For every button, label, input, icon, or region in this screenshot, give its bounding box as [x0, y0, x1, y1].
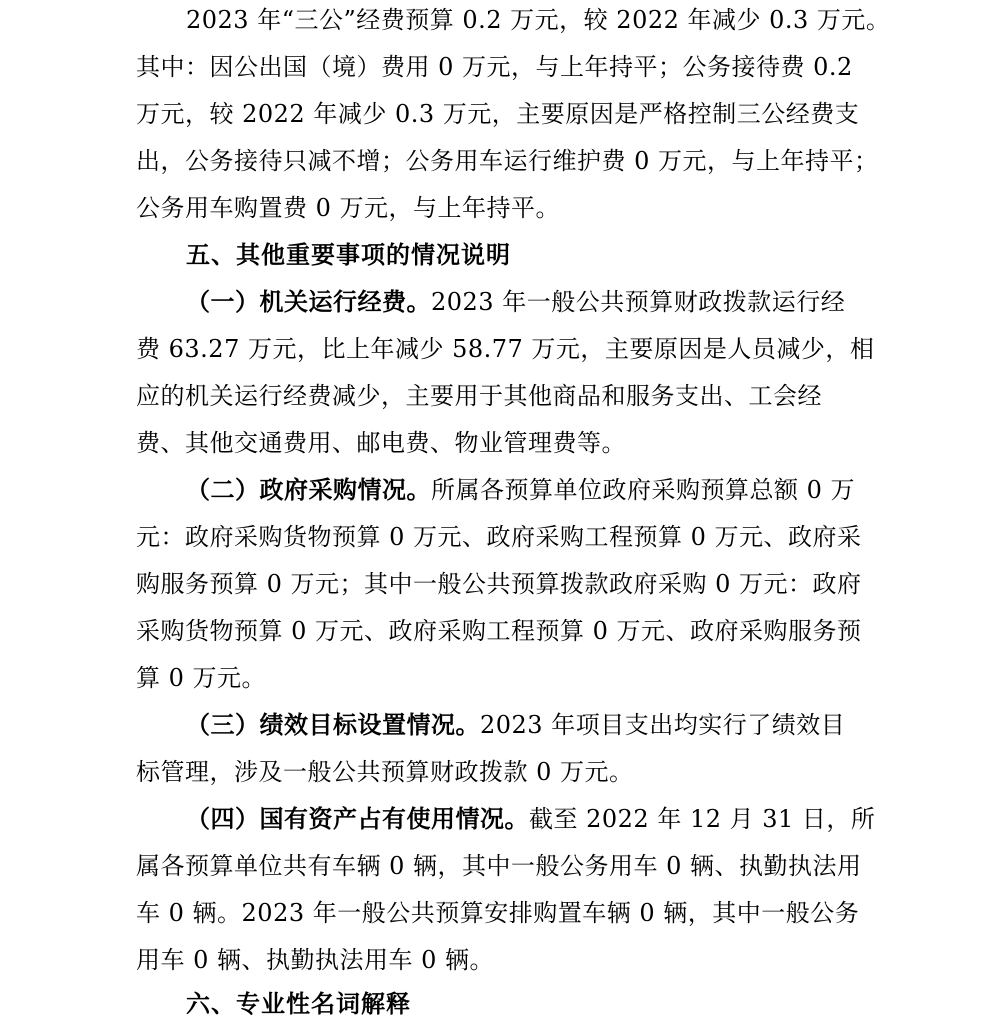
line-text: 车 0 辆。2023 年一般公共预算安排购置车辆 0 辆，其中一般公务 [136, 899, 860, 927]
section-heading-text: 六、专业性名词解释 [186, 990, 411, 1018]
line-text: 费 63.27 万元，比上年减少 58.77 万元，主要原因是人员减少，相 [136, 335, 875, 363]
paragraph-line [136, 49, 853, 85]
paragraph-line [136, 143, 879, 179]
line-text: 2023 年“三公”经费预算 0.2 万元，较 2022 年减少 0.3 万元。 [186, 6, 891, 34]
paragraph-line [136, 848, 862, 884]
line-text: 属各预算单位共有车辆 0 辆，其中一般公务用车 0 辆、执勤执法用 [136, 852, 862, 880]
subsection-title: （四）国有资产占有使用情况。 [186, 805, 529, 833]
paragraph-line [136, 942, 494, 978]
section-heading-text: 五、其他重要事项的情况说明 [186, 241, 511, 269]
line-text: 其中：因公出国（境）费用 0 万元，与上年持平；公务接待费 0.2 [136, 53, 853, 81]
line-text: 截至 2022 年 12 月 31 日，所 [529, 805, 876, 833]
line-text: 用车 0 辆、执勤执法用车 0 辆。 [136, 946, 495, 974]
paragraph-line [186, 284, 845, 320]
subsection-title: （二）政府采购情况。 [186, 476, 431, 504]
paragraph-line [136, 754, 634, 790]
line-text: 公务用车购置费 0 万元，与上年持平。 [136, 194, 561, 222]
paragraph-line [186, 801, 875, 837]
line-text: 采购货物预算 0 万元、政府采购工程预算 0 万元、政府采购服务预 [136, 617, 862, 645]
paragraph-line [186, 472, 855, 508]
section-heading [186, 986, 411, 1022]
line-text: 元：政府采购货物预算 0 万元、政府采购工程预算 0 万元、政府采 [136, 523, 862, 551]
paragraph-line [136, 425, 626, 461]
paragraph-line [136, 566, 862, 602]
line-text: 2023 年项目支出均实行了绩效目 [480, 711, 846, 739]
line-text: 2023 年一般公共预算财政拨款运行经 [431, 288, 846, 316]
line-text: 算 0 万元。 [136, 664, 267, 692]
subsection-title: （一）机关运行经费。 [186, 288, 431, 316]
paragraph-line [136, 96, 859, 132]
line-text: 费、其他交通费用、邮电费、物业管理费等。 [136, 429, 626, 457]
paragraph-line [136, 613, 862, 649]
paragraph-line [136, 190, 560, 226]
paragraph-line [186, 2, 890, 38]
line-text: 购服务预算 0 万元；其中一般公共预算拨款政府采购 0 万元：政府 [136, 570, 862, 598]
line-text: 万元，较 2022 年减少 0.3 万元，主要原因是严格控制三公经费支 [136, 100, 860, 128]
subsection-title: （三）绩效目标设置情况。 [186, 711, 480, 739]
line-text: 应的机关运行经费减少，主要用于其他商品和服务支出、工会经 [136, 382, 822, 410]
paragraph-line [136, 519, 862, 555]
paragraph-line [186, 707, 845, 743]
paragraph-line [136, 331, 874, 367]
section-heading [186, 237, 511, 273]
paragraph-line [136, 895, 859, 931]
paragraph-line [136, 660, 266, 696]
line-text: 标管理，涉及一般公共预算财政拨款 0 万元。 [136, 758, 634, 786]
paragraph-line [136, 378, 822, 414]
line-text: 出，公务接待只减不增；公务用车运行维护费 0 万元，与上年持平； [136, 147, 879, 175]
line-text: 所属各预算单位政府采购预算总额 0 万 [431, 476, 856, 504]
